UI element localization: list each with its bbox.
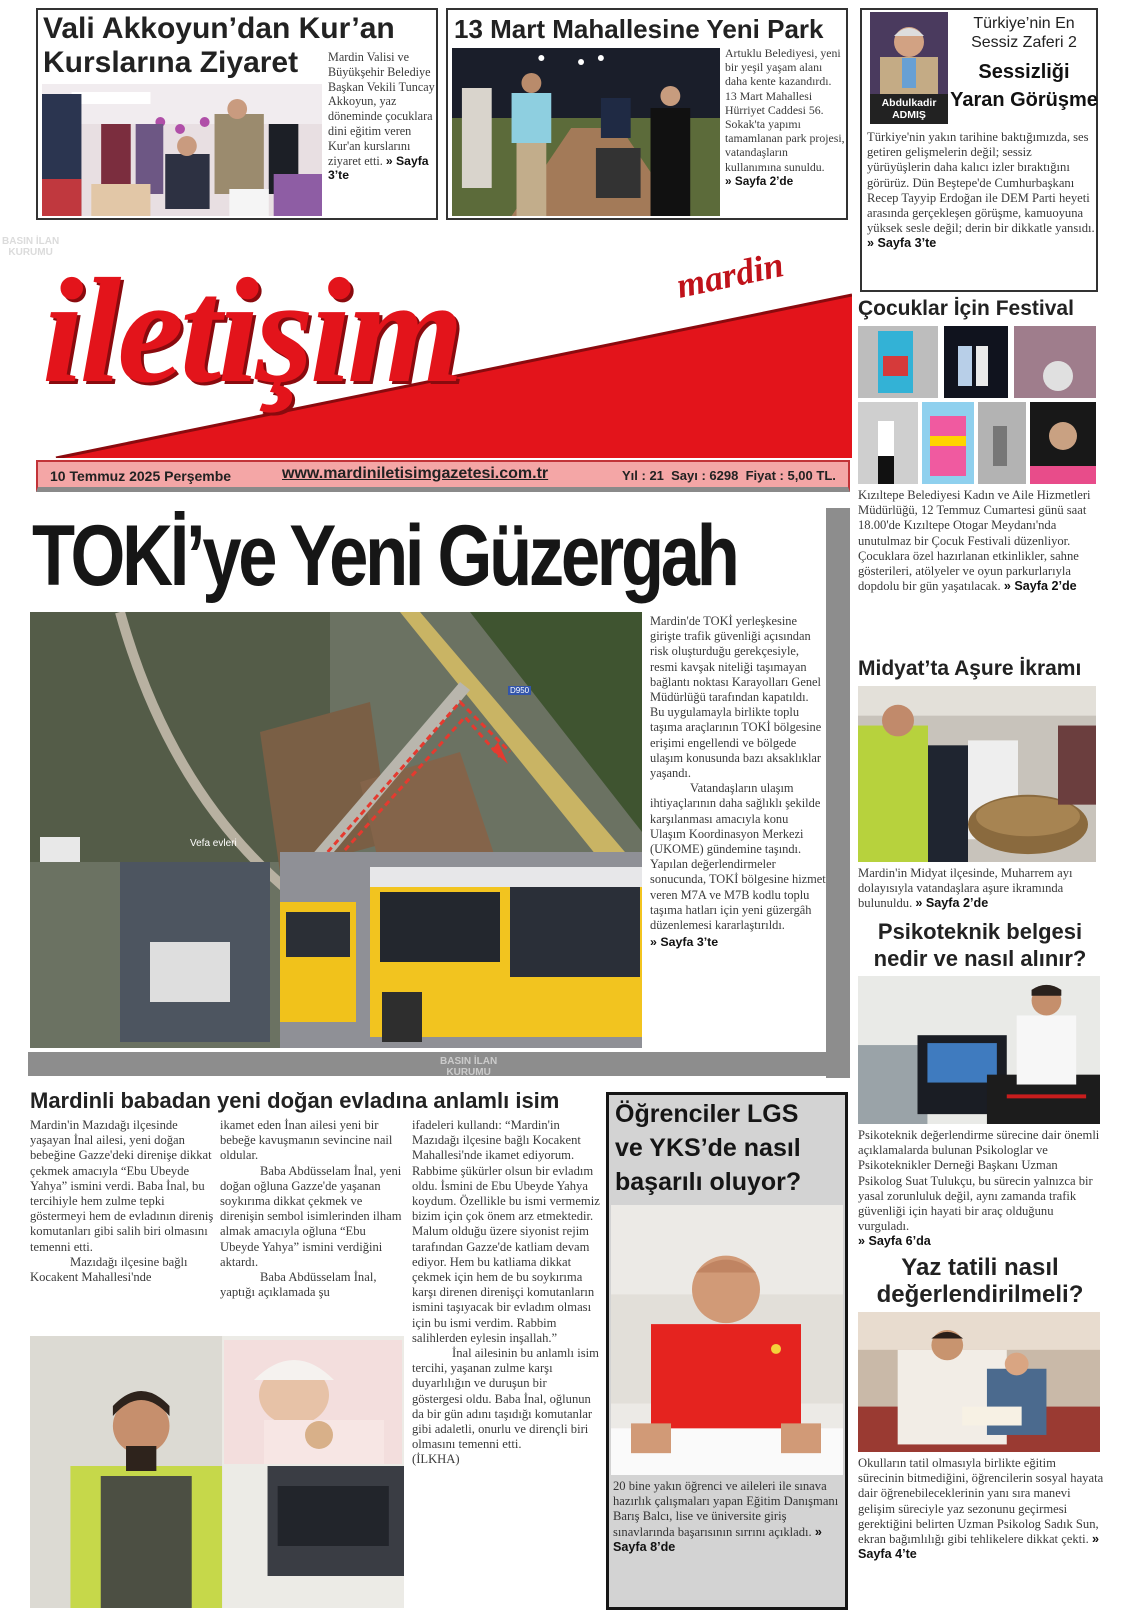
story-body: Psikoteknik değerlendirme sürecine dair önemli açıklamalarda bulunan Psikologlar ve Psikoteknikler Derneği Başkanı Uzman Psikolog Suat Tulukçu, bu sürecin yalnızca bir yasal zorunluluk değil, aynı zamanda trafik güvenliği için hayati bir araç olduğunu vurguladı. » Sayfa 6’da [858,1128,1100,1249]
masthead [36,240,852,458]
story-headline: Psikoteknik belgesi nedir ve nasıl alınır? [873,919,1087,971]
continue-link[interactable]: » Sayfa 2’de [915,896,989,911]
story-kuran-kurslari[interactable] [36,8,438,220]
photo-reading-children [858,1312,1100,1452]
story-body: 20 bine yakın öğrenci ve aileleri ile sınava hazırlık çalışmaları yapan Eğitim Danışmanı Barış Balcı, lise ve üniversite giriş sınavlarında başarısının sırrını açıkladı. » Sayfa 8’de [613,1479,839,1554]
story-anlamli-isim[interactable] [28,1084,602,1610]
story-body: Kızıltepe Belediyesi Kadın ve Aile Hizmetleri Müdürlüğü, 12 Temmuz Cumartesi günü saat 18.00'de Kızıltepe Otogar Meydanı'nda unutulmaz bir Çocuk Festivali düzenliyor. Çocuklara özel hazırlanan etkinlikler, sahne gösterileri, atölyeler ve oyun parkurlarıyla dopdolu bir gün yaşatılacak. » Sayfa 2’de [858,488,1091,594]
story-cocuk-festivali[interactable] [856,296,1104,656]
photo-newborn-baby [224,1340,402,1464]
story-body: Mardin'in Midyat ilçesinde, Muharrem ayı dolayısıyla vatandaşlara aşure ikramında bulunuldu. » Sayfa 2’de [858,866,1073,911]
story-headline: Yaz tatili nasıl değerlendirilmeli? [876,1254,1084,1308]
masthead-city: mardin [673,244,788,306]
column-kicker: Türkiye’nin En Sessiz Zaferi 2 [971,15,1077,51]
continue-link[interactable]: » Sayfa 2’de [725,173,794,188]
story-headline: Midyat’ta Aşure İkramı [858,657,1082,680]
masthead-info-bar [36,460,850,492]
issue-info: Yıl : 21 Sayı : 6298 Fiyat : 5,00 TL. [622,468,836,483]
story-headline: Çocuklar İçin Festival [858,297,1074,320]
photo-festival-collage [858,326,1096,484]
watermark: BASIN İLAN KURUMU [2,236,60,258]
story-body: Mardin Valisi ve Büyükşehir Belediye Başkan Vekili Tuncay Akkoyun, yaz döneminde çocuklara dini eğitim veren Kur'an kurslarını ziyaret etti. » Sayfa 3’te [328,50,435,183]
photo-kuran-kursu-visit [42,84,322,216]
story-yaz-tatili[interactable] [856,1254,1104,1612]
issue-date: 10 Temmuz 2025 Perşembe [50,468,232,484]
lead-story-frame-bottom [28,1052,850,1076]
story-col-3: ifadeleri kullandı: “Mardin'in Mazıdağı ilçesine bağlı Kocakent Mahallesi'nde ikamet ediyorum. Rabbime şükürler olsun bir evladım oldu. İsmini de Ebu Ubeyde Yahya koydum. Özellikle bu ismi vermemiz bizim için çok önem arz etmektedir. Malum olduğu üzere siyonist rejim tarafından Gazze'de katliam devam ediyor. Hem bu katliama dikkat çekmek için hem de bu soykırıma karşı direnen direnişçi komutanların ismini taşıyacak bir evladım olması için bu ismi verdim. Rabbim salihlerden eylesin inşallah.” İnal ailesinin bu anlamlı isim tercihi, yaşanan zulme karşı duyarlılığın ve duruşun bir göstergesi oldu. Baba İnal, oğlunun da bir gün adını taşıdığı komutanlar gibi adaletli, onurlu ve dirençli biri olmasını temenni etti. (İLKHA) [412,1118,600,1467]
story-headline: 13 Mart Mahallesine Yeni Park [454,14,824,44]
continue-link[interactable]: » Sayfa 6’da [858,1234,931,1249]
lead-story-frame-shadow [826,508,850,1078]
road-label: D950 [510,686,530,695]
story-midyat-asure[interactable] [856,656,1104,918]
continue-link[interactable]: » Sayfa 2’de [1003,579,1077,594]
continue-link[interactable]: » Sayfa 3’te [328,153,429,183]
continue-link[interactable]: » Sayfa 3’te [867,236,937,251]
story-headline: Vali Akkoyun’dan Kur’an Kurslarına Ziyaret [43,12,395,79]
map-label: Vefa evleri [190,838,237,849]
story-lgs-yks[interactable] [606,1092,848,1610]
website-link[interactable]: www.mardiniletisimgazetesi.com.tr [282,465,549,482]
lead-body: Mardin'de TOKİ yerleşkesine girişte trafik güvenliği açısından risk oluşturduğu gerekçesiyle, resmi kavşak niteliği taşımayan bağlantı noktası Karayolları Genel Müdürlüğü tarafından kapatıldı. Bu uygulamayla birlikte toplu taşıma araçlarının TOKİ bölgesine erişimi engellendi ve bölgede ulaşım konusunda bazı aksaklıklar yaşandı. Vatandaşların ulaşım ihtiyaçlarının daha sağlıklı şekilde karşılanması amacıyla konu Ulaşım Koordinasyon Merkezi (UKOME) gündemine taşındı. Yapılan değerlendirmeler sonucunda, TOKİ bölgesine hizmet veren M7A ve M7B kodlu toplu taşıma hatları için yeni güzergâh düzenlemesi kararlaştırıldı. » Sayfa 3’te [650,614,826,950]
story-psikoteknik[interactable] [856,918,1104,1254]
photo-asure-serving [858,686,1096,862]
story-headline: Mardinli babadan yeni doğan evladına anlamlı isim [30,1088,560,1113]
story-body: Artuklu Belediyesi, yeni bir yeşil yaşam alanı daha kente kazandırdı. 13 Mart Mahallesi Hürriyet Caddesi 56. Sokak'ta yapımı tamamlanan park projesi, vatandaşların kullanımına sunuldu. » Sayfa 2’de [725,46,845,188]
story-col-2: ikamet eden İnan ailesi yeni bir bebeğe kavuşmanın sevincine nail oldular. Baba Abdüsselam İnal, yeni doğan oğluna Gazze'de yaşanan soykırıma dikkat çekmek ve direnişin sembol isimlerinden ilham almak amacıyla oğluna “Ebu Ubeyde Yahya” ismini verdiğini aktardı. Baba Abdüsselam İnal, yaptığı açıklamada şu [220,1118,402,1300]
continue-link[interactable]: » Sayfa 3’te [650,935,719,950]
story-yeni-park[interactable] [446,8,848,220]
continue-link[interactable]: » Sayfa 8’de [613,1524,822,1554]
photo-park-opening [452,48,720,216]
lead-headline: TOKİ’ye Yeni Güzergah [32,508,737,604]
author-name: Abdulkadir ADMIŞ [881,97,937,121]
watermark: BASIN İLAN KURUMU [440,1056,498,1078]
continue-link[interactable]: » Sayfa 4’te [858,1532,1099,1562]
story-body: Okulların tatil olmasıyla birlikte eğitim sürecinin bitmediğini, öğrencilerin sosyal hayata dair öğrenebileceklerinin yanı sıra manevi gelişim süreciyle yaz sezonunu geçirmesi gerektiğini belirten Uzman Psikolog Sadık Sun, ekran bağımlılığı gibi tehlikelere dikkat çekti. » Sayfa 4’te [858,1456,1104,1562]
sidebar-column [856,296,1104,1612]
photo-toki-route-map [30,612,642,1048]
story-headline: Öğrenciler LGS ve YKS’de nasıl başarılı oluyor? [615,1100,802,1196]
photo-psikoteknik-device [858,976,1100,1124]
story-col-1: Mardin'in Mazıdağı ilçesinde yaşayan İnal ailesi, yeni doğan bebeğine Gazze'deki direnişe dikkat çekmek amacıyla “Ebu Ubeyde Yahya” ismini verdi. Baba İnal, bu tercihiyle hem zulme tepki göstermeyi hem de evladının direniş komutanları gibi salih biri olmasını temenni etti. Mazıdağı ilçesine bağlı Kocakent Mahallesi'nde [30,1118,214,1285]
column-body: Türkiye'nin yakın tarihine baktığımızda, ses getiren gelişmelerin değil; sessiz yürüyüşlerin daha kalıcı izler bıraktığını görürüz. Dün Beştepe'de Cumhurbaşkanı Recep Tayyip Erdoğan ile DEM Parti heyeti arasında gerçekleşen görüşme, kamuoyuna yüksek sesle değil; derin bir dikkatle yansıdı. » Sayfa 3’te [867,130,1095,251]
column-title: Sessizliği Yaran Görüşme [950,61,1098,111]
masthead-logo: iletişim [42,248,460,414]
author-photo [870,12,948,124]
column-box[interactable] [860,8,1098,292]
photo-baris-balci [611,1205,843,1475]
